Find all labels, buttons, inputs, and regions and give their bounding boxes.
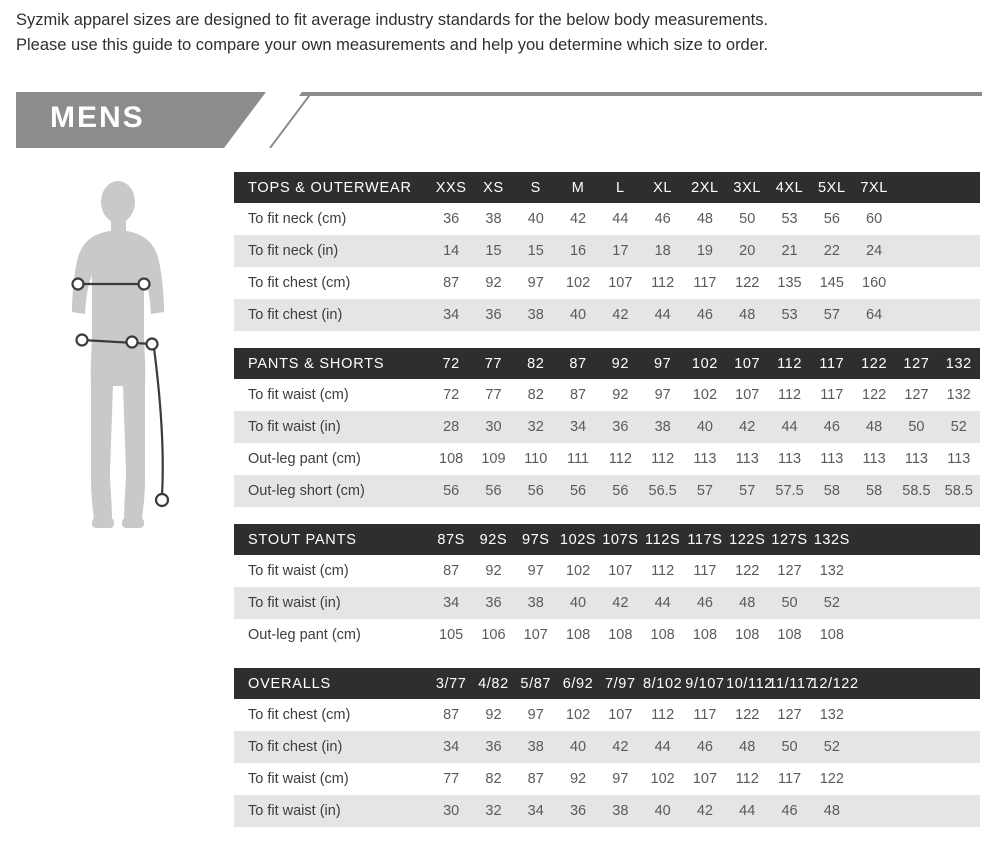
measurement-cell: 40 [569,739,587,755]
column-header: 10/112 [726,675,773,692]
measurement-cell: 135 [777,275,802,291]
measurement-cell: 57.5 [775,483,804,499]
measurement-cell: 113 [904,451,928,467]
measurement-cell: 97 [527,563,544,579]
measurement-cell: 42 [612,595,629,611]
measurement-cell: 87 [443,563,460,579]
table-title: OVERALLS [248,675,331,692]
measurement-cell: 46 [696,739,713,755]
measurement-cell: 112 [651,451,675,467]
column-header: 107S [602,531,639,548]
column-header: 97S [521,531,550,548]
measurement-cell: 64 [866,307,883,323]
measurement-cell: 38 [654,419,671,435]
row-label: To fit neck (cm) [248,211,347,227]
table-row [234,411,980,443]
measurement-cell: 102 [692,387,718,403]
measurement-cell [895,299,937,331]
measurement-cell: 36 [485,739,502,755]
measurement-cell: 117 [693,563,717,579]
column-header [938,668,980,699]
measurement-cell: 53 [781,307,798,323]
row-label: To fit waist (in) [248,595,341,611]
measurement-cell: 117 [777,771,802,787]
column-header: 82 [527,355,545,372]
column-header: XXS [435,179,467,196]
measurement-cell: 36 [569,803,587,819]
column-header: XS [483,179,504,196]
measurement-cell [895,619,937,651]
measurement-cell: 30 [485,419,502,435]
measurement-cell: 28 [443,419,460,435]
measurement-cell [853,731,895,763]
measurement-cell: 108 [735,627,760,643]
table-row [234,555,980,587]
row-label: To fit chest (in) [248,739,343,755]
measurement-cell: 53 [781,211,798,227]
table-title: PANTS & SHORTS [248,355,385,372]
measurement-cell: 44 [739,803,756,819]
measurement-cell: 34 [443,595,460,611]
measurement-cell: 34 [443,307,460,323]
table-row [234,203,980,235]
measurement-cell: 108 [565,627,591,643]
column-header: 4XL [775,179,804,196]
measurement-cell: 40 [569,595,587,611]
measurement-cell: 92 [612,387,629,403]
measurement-cell: 21 [781,243,798,259]
measurement-cell: 46 [823,419,840,435]
measurement-cell: 112 [651,563,675,579]
measurement-cell: 127 [777,707,802,723]
row-label: To fit waist (cm) [248,563,349,579]
measurement-cell: 105 [439,627,464,643]
column-header: L [616,179,625,196]
measurement-cell: 112 [651,707,675,723]
row-label: To fit neck (in) [248,243,339,259]
row-label: Out-leg pant (cm) [248,627,361,643]
measurement-cell: 42 [696,803,713,819]
column-header: 87S [437,531,465,548]
column-header: 117S [687,531,723,548]
measurement-cell: 15 [485,243,502,259]
column-header: 102S [559,531,597,548]
size-table-pants-shorts [234,348,980,507]
measurement-cell: 58.5 [902,483,931,499]
row-label: To fit chest (in) [248,307,343,323]
measurement-cell: 56 [569,483,587,499]
measurement-cell [895,587,937,619]
measurement-cell: 97 [527,707,544,723]
column-header: 92 [611,355,629,372]
measurement-cell: 46 [781,803,798,819]
measurement-cell: 57 [739,483,756,499]
column-header: 77 [484,355,503,372]
measurement-cell: 72 [443,387,460,403]
mens-banner [16,92,982,148]
column-header: 112S [645,531,681,548]
measurement-cell: 92 [485,563,502,579]
column-header: 122S [729,531,766,548]
column-header: M [571,179,585,196]
column-header: 97 [653,355,672,372]
measurement-cell: 17 [612,243,629,259]
measurement-cell: 46 [696,595,713,611]
measurement-cell [895,267,937,299]
measurement-cell: 38 [485,211,502,227]
measurement-cell: 36 [443,211,460,227]
measurement-cell: 56 [443,483,460,499]
table-header-row [234,172,980,203]
column-header: 72 [442,355,460,372]
measurement-cell [938,731,980,763]
measurement-cell: 36 [485,595,502,611]
row-label: To fit waist (cm) [248,387,349,403]
column-header: 5XL [818,179,846,196]
measurement-cell: 56 [527,483,544,499]
measurement-cell: 107 [608,563,633,579]
measurement-cell: 48 [739,595,756,611]
measurement-cell: 36 [485,307,502,323]
measurement-cell [938,763,980,795]
column-header: 8/102 [642,675,683,692]
column-header: 122 [861,355,888,372]
table-row [234,619,980,651]
measurement-cell: 58 [823,483,840,499]
measurement-cell: 82 [527,387,544,403]
measurement-cell: 48 [739,739,756,755]
measurement-cell: 107 [692,771,718,787]
measurement-cell [853,795,895,827]
measurement-cell: 48 [696,211,713,227]
measurement-cell: 44 [654,739,671,755]
column-header: 132 [945,355,972,372]
measurement-cell: 122 [819,771,844,787]
measurement-cell: 44 [781,419,798,435]
intro-text [16,8,966,58]
column-header: 127S [771,531,808,548]
measurement-cell [895,235,937,267]
measurement-cell: 18 [654,243,671,259]
column-header: 12/122 [810,675,859,692]
measurement-cell: 32 [527,419,544,435]
column-header: 2XL [691,179,719,196]
measurement-cell: 108 [692,627,718,643]
measurement-cell: 58 [866,483,883,499]
column-header [853,524,895,555]
measurement-cell: 36 [612,419,629,435]
measurement-cell: 44 [654,595,671,611]
measurement-cell: 117 [820,387,844,403]
intro-line-2: Please use this guide to compare your own measurements and help you determine which size to order. [16,36,769,54]
column-header: 4/82 [478,675,509,692]
measurement-cell: 113 [735,451,759,467]
row-label: To fit chest (cm) [248,275,351,291]
table-row [234,587,980,619]
measurement-cell [895,555,937,587]
column-header: 3XL [733,179,762,196]
measurement-cell: 111 [567,451,590,467]
table-row [234,731,980,763]
measurement-cell: 34 [527,803,544,819]
measurement-cell: 38 [527,307,544,323]
measurement-cell: 92 [485,707,502,723]
measurement-cell: 102 [565,275,591,291]
table-row [234,475,980,507]
measurement-cell: 127 [777,563,802,579]
measurement-cell: 56 [823,211,840,227]
intro-line-1: Syzmik apparel sizes are designed to fit average industry standards for the below body measurements. [16,11,769,29]
measurement-cell [895,731,937,763]
measurement-cell: 113 [777,451,802,467]
measurement-cell: 92 [569,771,587,787]
measurement-cell: 108 [650,627,675,643]
measurement-cell [895,699,937,731]
size-table-overalls [234,668,980,827]
measurement-cell: 16 [569,243,587,259]
column-header: 9/107 [685,675,725,692]
measurement-cell: 42 [612,307,629,323]
column-header: 3/77 [435,675,467,692]
table-title: STOUT PANTS [248,531,357,548]
banner-block [16,92,982,148]
measurement-cell: 40 [696,419,713,435]
measurement-cell: 122 [735,275,760,291]
column-header [895,172,937,203]
measurement-cell: 107 [523,627,548,643]
column-header: 127 [903,355,930,372]
measurement-cell: 112 [651,275,675,291]
table-row [234,699,980,731]
measurement-cell: 160 [862,275,887,291]
measurement-cell: 112 [735,771,759,787]
measurement-cell [938,587,980,619]
column-header: 112 [777,355,802,372]
banner-title: MENS [50,101,145,134]
measurement-cell: 58.5 [944,483,973,499]
measurement-cell: 110 [524,451,548,467]
column-header: 11/117 [768,675,815,692]
measurement-cell: 42 [569,211,587,227]
column-header [853,668,895,699]
measurement-cell: 97 [612,771,629,787]
table-row [234,795,980,827]
measurement-cell: 50 [781,739,798,755]
measurement-cell [938,619,980,651]
measurement-cell: 24 [866,243,883,259]
measurement-cell: 87 [569,387,587,403]
measurement-cell: 92 [485,275,502,291]
measurement-cell: 77 [443,771,460,787]
size-table-tops-outerwear [234,172,980,331]
measurement-cell: 57 [823,307,840,323]
column-header: 7/97 [605,675,636,692]
column-header: 6/92 [562,675,594,692]
measurement-cell: 48 [866,419,883,435]
measurement-cell: 132 [946,387,971,403]
measurement-cell: 122 [862,387,887,403]
measurement-cell: 56.5 [648,483,677,499]
column-header [938,172,980,203]
measurement-cell [853,763,895,795]
measurement-cell: 102 [565,707,591,723]
measurement-cell: 50 [781,595,798,611]
measurement-cell: 38 [527,739,544,755]
measurement-cell: 57 [696,483,713,499]
measurement-cell: 44 [654,307,671,323]
measurement-cell: 50 [739,211,756,227]
measurement-cell [895,795,937,827]
measurement-cell: 132 [819,563,844,579]
measurement-cell: 108 [819,627,844,643]
measurement-cell: 30 [443,803,460,819]
measurement-cell: 38 [612,803,629,819]
measurement-cell: 15 [527,243,544,259]
measurement-cell: 109 [481,451,506,467]
table-row [234,763,980,795]
measurement-cell: 48 [739,307,756,323]
measurement-cell: 145 [819,275,844,291]
measurement-cell: 117 [693,275,717,291]
measurement-cell: 19 [696,243,713,259]
measurement-cell: 40 [527,211,544,227]
measurement-cell: 34 [569,419,587,435]
measurement-cell: 20 [739,243,756,259]
row-label: To fit waist (in) [248,803,341,819]
table-row [234,235,980,267]
measurement-cell: 107 [608,275,633,291]
column-header [938,524,980,555]
measurement-cell: 122 [735,707,760,723]
measurement-cell: 56 [612,483,629,499]
column-header: 7XL [860,179,888,196]
measurement-cell: 113 [947,451,971,467]
measurement-cell: 48 [823,803,840,819]
row-label: To fit waist (in) [248,419,341,435]
row-label: Out-leg short (cm) [248,483,365,499]
banner-rule [278,92,982,148]
measurement-cell: 97 [654,387,671,403]
measurement-cell: 34 [443,739,460,755]
measurement-cell: 108 [777,627,802,643]
measurement-cell: 87 [443,707,460,723]
measurement-cell: 46 [696,307,713,323]
size-tables [234,172,980,844]
banner-diagonal-icon [266,92,314,148]
column-header: XL [653,179,673,196]
measurement-cell: 56 [485,483,502,499]
table-row [234,267,980,299]
measurement-cell: 44 [612,211,629,227]
measurement-cell: 22 [823,243,840,259]
measurement-cell: 106 [481,627,506,643]
measurement-cell: 40 [569,307,587,323]
column-header: S [530,179,541,196]
measurement-cell: 122 [735,563,760,579]
measurement-cell: 82 [485,771,502,787]
measurement-cell [853,587,895,619]
measurement-cell: 42 [739,419,756,435]
column-header: 117 [819,355,845,372]
table-header-row [234,668,980,699]
table-row [234,299,980,331]
table-row [234,443,980,475]
measurement-cell: 112 [608,451,632,467]
measurement-cell: 32 [485,803,502,819]
column-header: 87 [569,355,587,372]
measurement-cell: 102 [650,771,675,787]
column-header [895,524,937,555]
measurement-cell: 108 [608,627,633,643]
measurement-cell [938,235,980,267]
measurement-cell [938,795,980,827]
table-header-row [234,348,980,379]
measurement-cell: 132 [819,707,844,723]
measurement-cell [938,267,980,299]
measurement-cell: 40 [654,803,671,819]
row-label: Out-leg pant (cm) [248,451,361,467]
column-header: 5/87 [520,675,552,692]
measurement-cell: 107 [735,387,760,403]
male-body-measurement-diagram [40,180,220,530]
measurement-cell: 77 [485,387,502,403]
measurement-cell: 87 [527,771,544,787]
measurement-cell: 52 [823,595,840,611]
measurement-cell [938,203,980,235]
measurement-cell: 42 [612,739,629,755]
measurement-cell: 108 [439,451,464,467]
measurement-cell: 107 [608,707,633,723]
measurement-cell: 97 [527,275,544,291]
measurement-cell: 50 [908,419,925,435]
measurement-cell [853,619,895,651]
measurement-cell: 46 [654,211,671,227]
table-row [234,379,980,411]
measurement-cell: 52 [950,419,967,435]
measurement-cell: 112 [777,387,802,403]
measurement-cell: 113 [693,451,717,467]
row-label: To fit chest (cm) [248,707,351,723]
table-title: TOPS & OUTERWEAR [248,179,412,196]
measurement-cell [938,299,980,331]
column-header [895,668,937,699]
measurement-cell: 52 [823,739,840,755]
measurement-cell: 113 [820,451,844,467]
measurement-cell [895,763,937,795]
measurement-cell [938,555,980,587]
measurement-cell: 87 [443,275,460,291]
measurement-cell: 117 [693,707,717,723]
column-header: 102 [691,355,718,372]
measurement-cell: 127 [904,387,929,403]
measurement-cell: 14 [443,243,460,259]
measurement-cell [895,203,937,235]
column-header: 107 [734,355,761,372]
measurement-cell [938,699,980,731]
measurement-cell: 102 [565,563,591,579]
measurement-cell [853,699,895,731]
measurement-cell [853,555,895,587]
measurement-cell: 38 [527,595,544,611]
column-header: 132S [813,531,850,548]
table-header-row [234,524,980,555]
measurement-cell: 60 [866,211,883,227]
column-header: 92S [479,531,508,548]
size-table-stout-pants [234,524,980,651]
measurement-cell: 113 [862,451,886,467]
row-label: To fit waist (cm) [248,771,349,787]
